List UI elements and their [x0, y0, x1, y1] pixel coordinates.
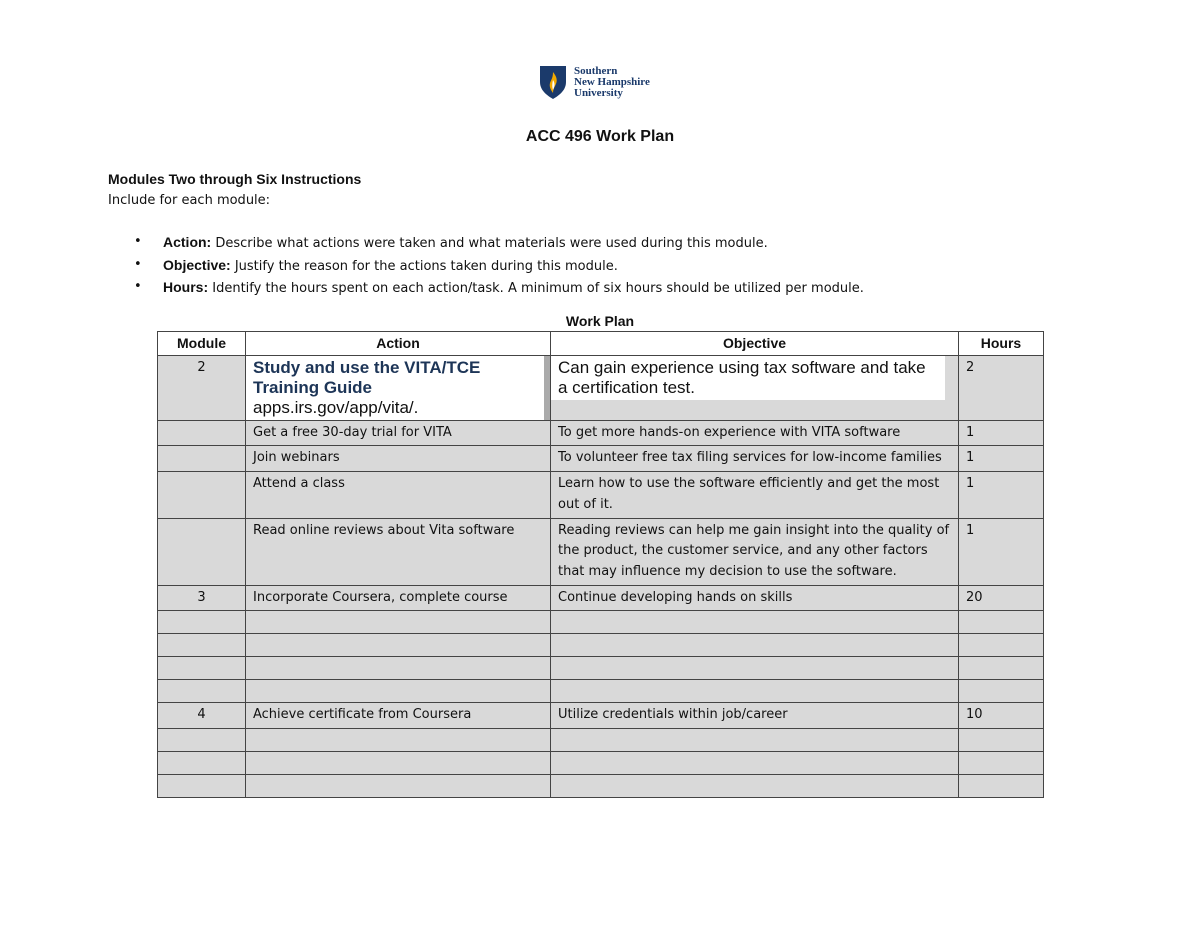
table-row: [158, 775, 1044, 798]
bullet-objective: • Objective: Justify the reason for the actions taken during this module.: [134, 256, 618, 274]
table-header-row: [158, 332, 1044, 356]
table-row: [158, 355, 1044, 420]
objective-box: Can gain experience using tax software and take a certification test.: [551, 356, 945, 400]
cell-objective: To volunteer free tax filing services for low-income families: [551, 446, 959, 472]
bullet-hours: • Hours: Identify the hours spent on each action/task. A minimum of six hours should be utilized per module.: [134, 279, 864, 296]
cell-action: Join webinars: [246, 446, 551, 472]
cell-module: [158, 420, 246, 446]
cell-objective: [551, 355, 959, 420]
cell-objective: [551, 680, 959, 703]
table-row: [158, 611, 1044, 634]
logo-line-3: University: [574, 87, 623, 99]
table-row: [158, 420, 1044, 446]
cell-action: [246, 729, 551, 752]
table-caption: Work Plan: [565, 313, 635, 329]
table-row: [158, 446, 1044, 472]
cell-module: 2: [158, 355, 246, 420]
cell-hours: 20: [959, 585, 1044, 611]
cell-hours: [959, 611, 1044, 634]
cell-module: 3: [158, 585, 246, 611]
header-hours: Hours: [959, 332, 1044, 356]
cell-action: Attend a class: [246, 472, 551, 518]
cell-action: Read online reviews about Vita software: [246, 518, 551, 585]
cell-objective: Learn how to use the software efficiently and get the most out of it.: [551, 472, 959, 518]
cell-module: 4: [158, 703, 246, 729]
cell-hours: 2: [959, 355, 1044, 420]
action-box: [246, 356, 550, 420]
cell-hours: [959, 680, 1044, 703]
university-logo: [540, 66, 650, 99]
cell-module: [158, 446, 246, 472]
logo-line-2: New Hampshire: [574, 76, 650, 88]
cell-objective: [551, 729, 959, 752]
cell-action: [246, 355, 551, 420]
logo-line-1: Southern: [574, 65, 618, 77]
table-row: [158, 680, 1044, 703]
table-row: [158, 634, 1044, 657]
header-module: Module: [158, 332, 246, 356]
cell-action: Incorporate Coursera, complete course: [246, 585, 551, 611]
cell-objective: [551, 611, 959, 634]
table-row: [158, 518, 1044, 585]
cell-module: [158, 634, 246, 657]
table-row: [158, 752, 1044, 775]
cell-hours: 1: [959, 518, 1044, 585]
cell-action: [246, 634, 551, 657]
cell-hours: [959, 775, 1044, 798]
bullet-icon: •: [134, 279, 142, 294]
cell-action: [246, 611, 551, 634]
cell-hours: [959, 657, 1044, 680]
cell-objective: [551, 657, 959, 680]
cell-objective: [551, 634, 959, 657]
header-action: Action: [246, 332, 551, 356]
cell-module: [158, 472, 246, 518]
bullet-action: • Action: Describe what actions were taken and what materials were used during this module.: [134, 234, 768, 251]
cell-objective: Utilize credentials within job/career: [551, 703, 959, 729]
cell-action: [246, 657, 551, 680]
table-row: [158, 729, 1044, 752]
work-plan-table: [157, 331, 1044, 798]
header-objective: Objective: [551, 332, 959, 356]
table-row: [158, 585, 1044, 611]
table-row: [158, 472, 1044, 518]
instructions-subheading: Include for each module:: [108, 193, 271, 208]
cell-objective: Reading reviews can help me gain insight into the quality of the product, the customer service, and any other factors that may influence my decision to use the software.: [551, 518, 959, 585]
action-url: apps.irs.gov/app/vita/.: [253, 397, 419, 417]
cell-module: [158, 611, 246, 634]
cell-module: [158, 775, 246, 798]
cell-hours: 1: [959, 420, 1044, 446]
instructions-heading: Modules Two through Six Instructions: [108, 171, 362, 187]
cell-action: [246, 680, 551, 703]
cell-hours: 1: [959, 446, 1044, 472]
cell-action: Achieve certificate from Coursera: [246, 703, 551, 729]
cell-hours: [959, 729, 1044, 752]
cell-module: [158, 729, 246, 752]
table-body: [158, 355, 1044, 797]
action-title: Study and use the VITA/TCE Training Guide: [253, 357, 481, 397]
bullet-icon: •: [134, 256, 142, 272]
cell-objective: [551, 775, 959, 798]
cell-objective: [551, 752, 959, 775]
cell-module: [158, 680, 246, 703]
table-row: [158, 703, 1044, 729]
cell-module: [158, 657, 246, 680]
page-title: ACC 496 Work Plan: [525, 128, 675, 145]
cell-hours: [959, 634, 1044, 657]
cell-action: [246, 775, 551, 798]
cell-module: [158, 752, 246, 775]
cell-action: Get a free 30-day trial for VITA: [246, 420, 551, 446]
cell-action: [246, 752, 551, 775]
cell-objective: To get more hands-on experience with VITA software: [551, 420, 959, 446]
cell-hours: 1: [959, 472, 1044, 518]
cell-hours: 10: [959, 703, 1044, 729]
cell-hours: [959, 752, 1044, 775]
cell-module: [158, 518, 246, 585]
cell-objective: Continue developing hands on skills: [551, 585, 959, 611]
instructions-list: [108, 232, 864, 300]
shield-flame-icon: [540, 66, 566, 99]
bullet-icon: •: [134, 234, 142, 249]
table-row: [158, 657, 1044, 680]
